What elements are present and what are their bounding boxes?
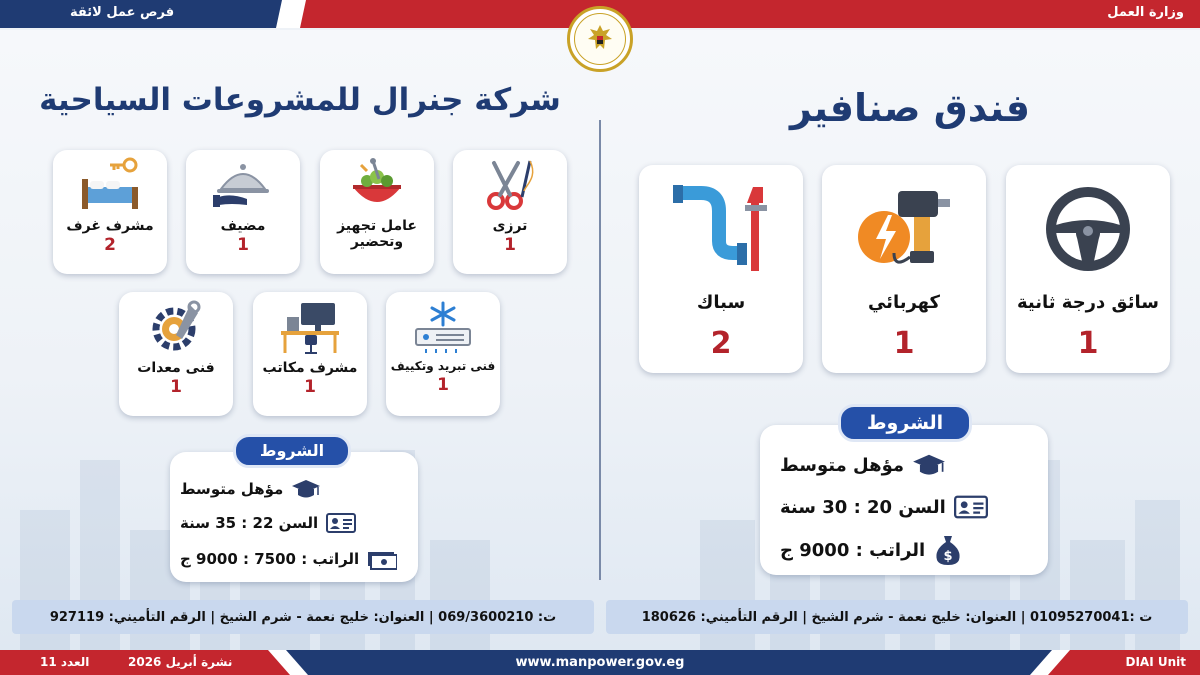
job-card-room-supervisor	[53, 150, 167, 274]
left-company-title: شركة جنرال للمشروعات السياحية	[39, 82, 561, 118]
job-count: 1	[237, 235, 249, 256]
job-count: 1	[437, 374, 449, 395]
right-company-title: فندق صنافير	[789, 86, 1031, 130]
footer-unit-name: DIAI Unit	[1125, 655, 1186, 669]
condition-text: الراتب : 7500 : 9000 ج	[180, 550, 360, 568]
job-card-electrician	[822, 165, 986, 373]
job-title: كهربائي	[867, 292, 941, 313]
job-count: 1	[1077, 325, 1099, 361]
job-count: 2	[710, 325, 732, 361]
job-count: 1	[170, 377, 182, 398]
job-card-plumber	[639, 165, 803, 373]
job-card-office-supervisor	[253, 292, 367, 416]
condition-text: مؤهل متوسط	[780, 454, 904, 476]
job-title: فنى معدات	[137, 360, 215, 376]
pipe-wrench-icon	[666, 179, 776, 279]
bed-key-icon	[75, 156, 145, 214]
left-condition-qualification	[180, 478, 402, 500]
header-tagline: فرص عمل لائقة	[70, 5, 175, 20]
job-title: مشرف غرف	[66, 218, 154, 234]
id-card-icon	[954, 494, 988, 520]
right-condition-qualification	[780, 452, 1030, 478]
job-title: عامل تجهيز وتحضير	[337, 218, 417, 251]
job-count: 2	[104, 235, 116, 256]
food-bowl-icon	[342, 156, 412, 214]
job-card-driver	[1006, 165, 1170, 373]
right-company-address: ت :01095270041 | العنوان: خليج نعمة - شرم الشيخ | الرقم التأميني: 180626	[606, 600, 1188, 634]
job-card-equipment-technician	[119, 292, 233, 416]
money-icon	[367, 548, 397, 570]
job-title: فنى تبريد وتكييف	[390, 359, 496, 373]
header-ministry-name: وزارة العمل	[1107, 5, 1184, 20]
job-card-host	[186, 150, 300, 274]
svg-text:$: $	[943, 549, 953, 564]
job-count: 1	[304, 377, 316, 398]
job-card-prep-worker	[320, 150, 434, 274]
office-desk-icon	[275, 298, 345, 356]
condition-text: السن 20 : 30 سنة	[780, 496, 946, 518]
right-condition-salary	[780, 534, 1030, 566]
right-condition-age	[780, 494, 1030, 520]
serving-dome-icon	[208, 156, 278, 214]
job-card-ac-technician	[386, 292, 500, 416]
left-company-address: ت: 069/3600210 | العنوان: خليج نعمة - شرم الشيخ | الرقم التأميني: 927119	[12, 600, 594, 634]
job-count: 1	[893, 325, 915, 361]
condition-text: السن 22 : 35 سنة	[180, 514, 319, 532]
graduation-cap-icon	[912, 452, 946, 478]
steering-wheel-icon	[1033, 179, 1143, 279]
job-title: سباك	[696, 292, 746, 313]
center-divider	[599, 120, 601, 580]
job-title: سائق درجة ثانية	[1016, 292, 1159, 313]
air-conditioner-icon	[408, 298, 478, 356]
electric-drill-icon	[849, 179, 959, 279]
left-condition-age	[180, 512, 402, 534]
condition-text: الراتب : 9000 ج	[780, 539, 926, 561]
condition-text: مؤهل متوسط	[180, 480, 284, 498]
left-conditions-label: الشروط	[233, 434, 351, 468]
ministry-logo	[567, 6, 633, 72]
footer-issue-number: العدد 11	[40, 655, 90, 669]
scissors-needle-icon	[475, 156, 545, 214]
job-title: ترزى	[492, 218, 528, 234]
job-title: مشرف مكاتب	[262, 360, 358, 376]
left-condition-salary	[180, 548, 402, 570]
graduation-cap-icon	[291, 478, 321, 500]
money-bag-icon	[933, 534, 963, 566]
id-card-icon	[326, 512, 356, 534]
gear-wrench-icon	[141, 298, 211, 356]
eagle-emblem-icon	[580, 19, 620, 59]
job-count: 1	[504, 235, 516, 256]
footer-website-link[interactable]: www.manpower.gov.eg	[515, 655, 685, 670]
job-title: مضيف	[220, 218, 266, 234]
footer-bulletin-date: نشرة أبريل 2026	[128, 655, 233, 669]
right-conditions-label: الشروط	[838, 404, 972, 442]
job-card-tailor	[453, 150, 567, 274]
